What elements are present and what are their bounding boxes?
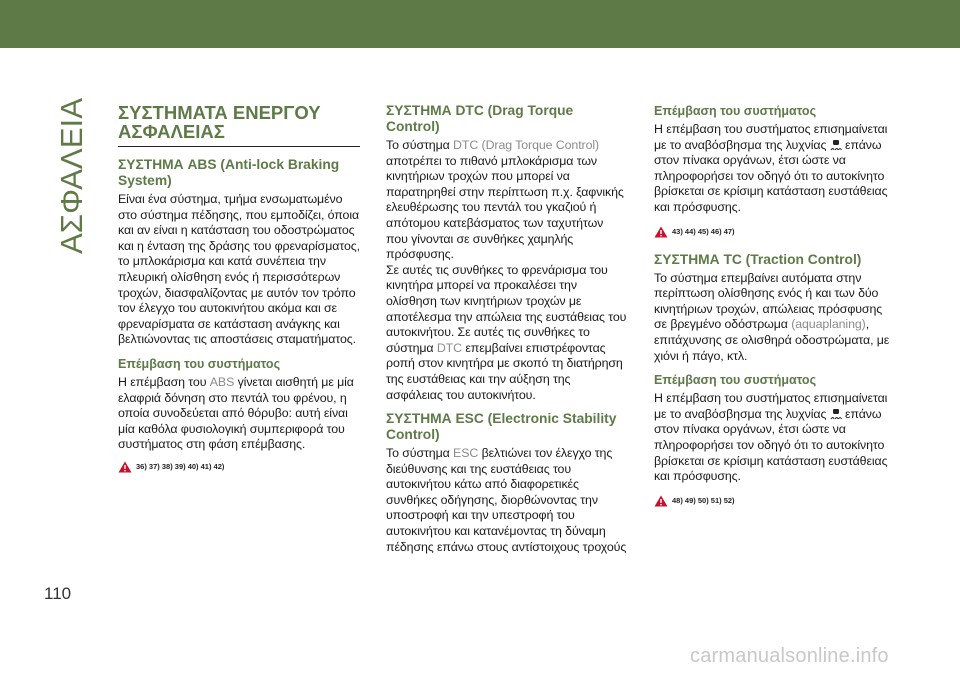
abs-activation-heading: Επέμβαση του συστήματος [118, 356, 281, 371]
dtc-term-2: DTC [436, 340, 462, 355]
esc-heading: ΣΥΣΤΗΜΑ ESC (Electronic Stability Control) [386, 411, 617, 443]
warning-triangle-icon [118, 461, 132, 473]
column-1 [118, 103, 360, 473]
watermark: carmanualsonline.info [690, 645, 889, 667]
warning-references-1: 43) 44) 45) 46) 47) [654, 226, 896, 238]
warning-triangle-icon [654, 226, 668, 238]
dtc-body-2: Σε αυτές τις συνθήκες το φρενάρισμα του κινητήρα μπορεί να προκαλέσει την ολίσθηση των κινητήριων τροχών με αποτέλεσμα την απώλεια της ευστάθειας του αυτοκινήτου. Σε αυτές τις συνθήκες το σύστημα DTC επεμβαίνει επιστρέφοντας ροπή στον κινητήρα με σκοπό τη διατήρηση της ευστάθειας και την αύξηση της ασφάλειας του αυτοκινήτου. [386, 262, 627, 402]
abs-body: Είναι ένα σύστημα, τμήμα ενσωματωμένο στο σύστημα πέδησης, που εμποδίζει, όποια και αν είναι η κατάσταση του οδοστρώματος και η ένταση της δράσης του φρεναρίσματος, το μπλοκάρισμα και κατά συνέπεια την πλευρική ολίσθηση ενός ή περισσότερων τροχών, διασφαλίζοντας με αυτόν τον τρόπο τον έλεγχο του αυτοκινήτου ακόμα και σε φρεναρίσματα σε κατάσταση ανάγκης και βελτιώνοντας τις αποστάσεις σταματήματος. [118, 192, 360, 347]
activation-body-1: Η επέμβαση του συστήματος επισημαίνεται με το αναβόσβησμα της λυχνίας επάνω στον πίνακα οργάνων, έτσι ώστε να πληροφορήσει τον οδηγό ότι το αυτοκίνητο βρίσκεται σε κρίσιμη κατάσταση ευστάθειας και πρόσφυσης. [654, 122, 888, 214]
warning-triangle-icon [654, 495, 668, 507]
header-band [0, 0, 960, 48]
esc-body: Το σύστημα ESC βελτιώνει τον έλεγχο της διεύθυνσης και της ευστάθειας του αυτοκινήτου κάτω από διαφορετικές συνθήκες οδήγησης, διορθώνοντας την υποστροφή και την υπεστροφή του αυτοκινήτου και κατανέμοντας τη δύναμη πέδησης επάνω στους αντίστοιχους τροχούς [386, 446, 627, 554]
activation-heading-1: Επέμβαση του συστήματος [654, 104, 817, 118]
column-2 [386, 103, 628, 555]
esc-warning-lamp-icon [830, 139, 842, 151]
aquaplaning-term: (aquaplaning) [791, 317, 866, 332]
warning-references-2: 48) 49) 50) 51) 52) [654, 495, 896, 507]
section-side-title-text: ΑΣΦΑΛΕΙΑ [54, 98, 89, 254]
dtc-heading: ΣΥΣΤΗΜΑ DTC (Drag Torque Control) [386, 103, 574, 134]
abs-term: ABS [209, 374, 235, 389]
main-heading: ΣΥΣΤΗΜΑΤΑ ΕΝΕΡΓΟΥ ΑΣΦΑΛΕΙΑΣ [118, 103, 360, 147]
esc-term: ESC [453, 446, 479, 461]
activation-body-2: Η επέμβαση του συστήματος επισημαίνεται με το αναβόσβησμα της λυχνίας επάνω στον πίνακα οργάνων, έτσι ώστε να πληροφορήσει τον οδηγό ότι το αυτοκίνητο βρίσκεται σε κρίσιμη κατάσταση ευστάθειας και πρόσφυσης. [654, 391, 888, 484]
warning-references: 36) 37) 38) 39) 40) 41) 42) [118, 461, 360, 473]
dtc-term: DTC (Drag Torque Control) [453, 138, 600, 152]
activation-heading-2: Επέμβαση του συστήματος [654, 373, 817, 388]
tc-body: Το σύστημα επεμβαίνει αυτόματα στην περίπτωση ολίσθησης ενός ή και των δύο κινητήριων τροχών, απώλειας πρόσφυσης σε βρεγμένο οδόστρωμα (aquaplaning), επιτάχυνσης σε ολισθηρά οδοστρώματα, με χιόνι ή πάγο, κτλ. [654, 270, 890, 363]
abs-activation-body: Η επέμβαση του ABS γίνεται αισθητή με μία ελαφριά δόνηση στο πεντάλ του φρένου, η οποία συνοδεύεται από θόρυβο: αυτή είναι μία καθόλα φυσιολογική συμπεριφορά του συστήματος στη φάση επέμβασης. [118, 374, 354, 452]
tc-heading: ΣΥΣΤΗΜΑ TC (Traction Control) [654, 251, 862, 267]
esc-warning-lamp-icon [830, 408, 842, 420]
dtc-body-1: Το σύστημα DTC (Drag Torque Control) αποτρέπει το πιθανό μπλοκάρισμα των κινητήριων τροχών που μπορεί να παρατηρηθεί στην περίπτωση π.χ. ξαφνικής ελευθέρωσης του πεντάλ του γκαζιού ή απότομου κατεβάσματος των ταχυτήτων που γίνονται σε συνθήκες χαμηλής πρόσφυσης. [386, 138, 624, 262]
section-side-title [44, 96, 96, 256]
page-number: 110 [44, 584, 72, 603]
column-3 [654, 103, 896, 507]
abs-heading: ΣΥΣΤΗΜΑ ABS (Anti-lock Braking System) [118, 157, 340, 188]
